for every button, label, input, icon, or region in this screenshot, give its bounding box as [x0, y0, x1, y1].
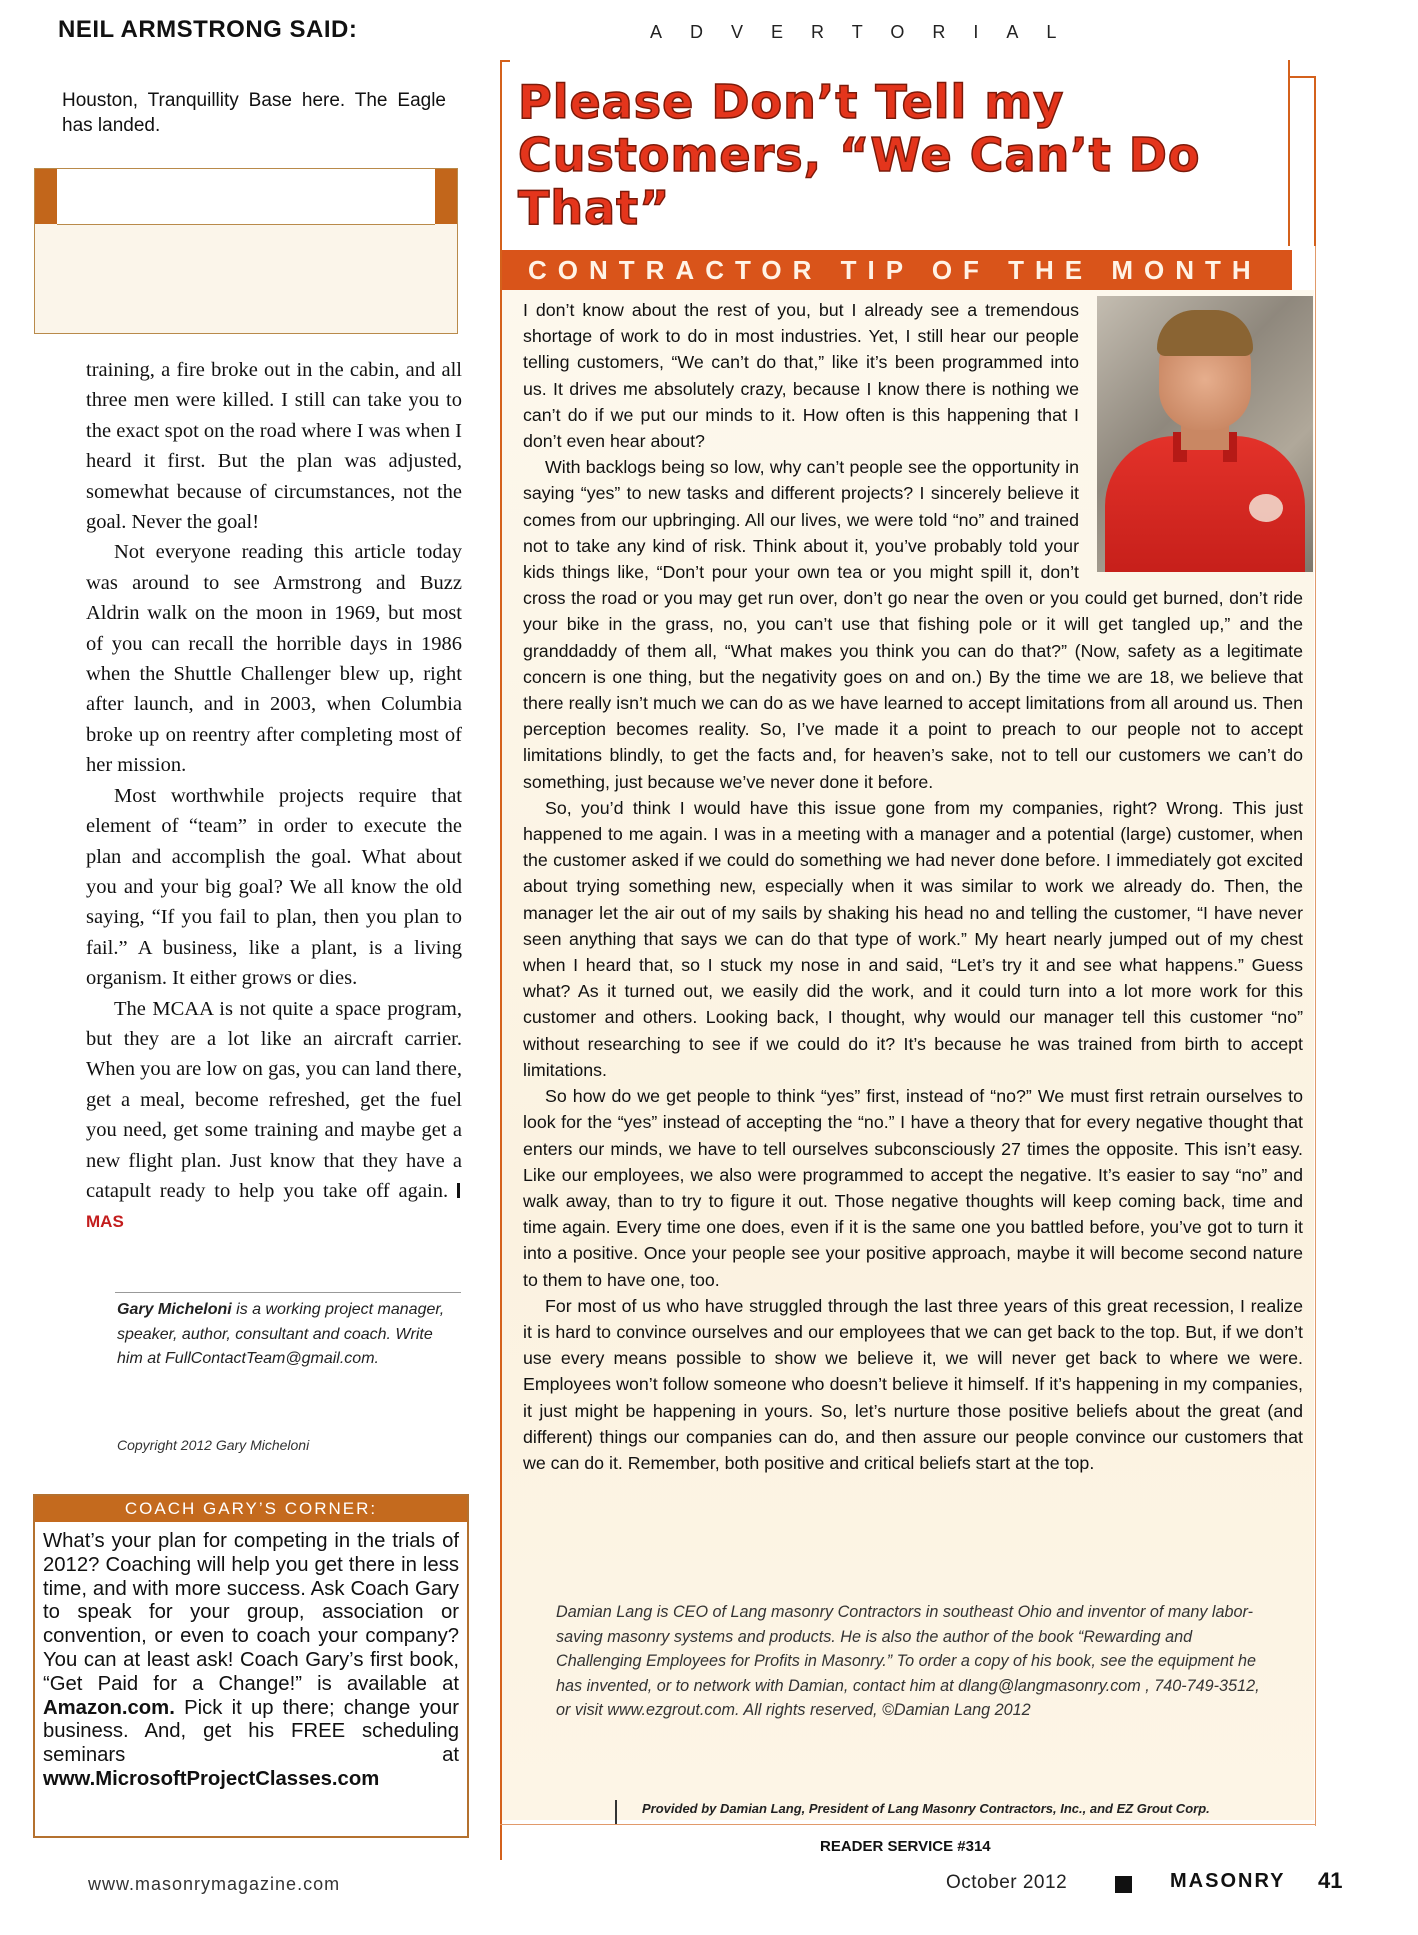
reader-service: READER SERVICE #314 — [820, 1838, 991, 1855]
footer-url[interactable]: www.masonrymagazine.com — [88, 1874, 341, 1894]
quote-accent-left — [35, 169, 57, 224]
coach-gary-box — [33, 1494, 469, 1838]
tip-label: CONTRACTOR TIP OF THE MONTH — [528, 255, 1262, 285]
coach-title: COACH GARY’S CORNER: — [124, 1499, 378, 1518]
article-paragraph: With backlogs being so low, why can’t people see the opportunity in saying “yes” to new tasks and different projects? I sincerely believe it comes from our upbringing. All our lives, we were told “no” and trained not to take any kind of risk. Think about it, you’ve probably told your kids things like, “Don’t pour your own tea or you might spill it, don’t cross the road or you may get run over, don’t go near the oven or you could get burned, don’t ride your bike in the grass, no, you can’t use that fishing pole or it will get tangled up,” and the granddaddy of them all, “What makes you think you can do that?” (Now, safety as a legitimate concern is one thing, but the negativity goes on and on.) By the time we are 18, we believe that there really isn’t much we can do as we have learned to accept limitations from all around us. Then perception becomes reality. So, I’ve made it a point to preach to our people not to accept limitations blindly, to get the facts and, for heaven’s sake, not to tell our customers we can’t do something, just because we’ve never done it before. — [523, 457, 1303, 792]
article-paragraph: For most of us who have struggled through the last three years of this great recession, I realize it is hard to convince ourselves and our employees that we can get back to the top. But, if we don’t use every means possible to show we believe it, we will never get back to where we were. Employees won’t follow someone who doesn’t believe it himself. If it’s happening in my companies, it just might be happening in yours. So, let’s nurture those positive beliefs about the great (and different) things our companies can do, and then assure our people convince our customers that we can do it. Remember, both positive and critical beliefs start at the top. — [523, 1295, 1303, 1473]
quote-title-band — [57, 169, 435, 225]
article-body — [523, 297, 1303, 1476]
author-bio — [117, 1298, 457, 1372]
author-bio-text: is a working project manager, speaker, author, consultant and coach. Write him at FullContactTeam@gmail.com. — [117, 1301, 445, 1367]
byline-divider — [115, 1292, 461, 1293]
frame-line — [1288, 60, 1290, 246]
sidebar-quote-box — [34, 168, 458, 334]
copyright-note: Copyright 2012 Gary Micheloni — [117, 1437, 310, 1453]
section-label: ADVERTORIAL — [650, 22, 1085, 42]
frame-line — [1314, 76, 1316, 246]
photo-spacer — [1085, 297, 1303, 569]
left-paragraph: Most worthwhile projects require that element of “team” in order to execute the plan and accomplish the goal. What about you and your big goal? We all know the old saying, “If you fail to plan, then you plan to fail.” A business, like a plant, is a living organism. It either grows or dies. — [86, 784, 462, 990]
footer-square-icon — [1115, 1876, 1132, 1893]
footer-date: October 2012 — [946, 1872, 1068, 1893]
provided-by: Provided by Damian Lang, President of Lang Masonry Contractors, Inc., and EZ Grout Corp. — [642, 1801, 1210, 1816]
left-column-text — [86, 355, 462, 1238]
footer-magazine-name: MASONRY — [1170, 1870, 1286, 1892]
frame-line — [500, 60, 510, 62]
amazon-link[interactable]: Amazon.com. — [43, 1696, 175, 1719]
article-headline: Please Don’t Tell my Customers, “We Can’t Do That” — [518, 75, 1201, 235]
quote-title: NEIL ARMSTRONG SAID: — [58, 16, 358, 43]
left-paragraph-last — [86, 994, 462, 1238]
frame-line — [1315, 246, 1316, 1826]
left-paragraph-text: The MCAA is not quite a space program, but they are a lot like an aircraft carrier. When you are low on gas, you can land there, get a meal, become refreshed, get the fuel you need, get some training and maybe get a new flight plan. Just know that they have a catapult ready to help you take off again. — [86, 997, 462, 1202]
end-mark-bar — [457, 1183, 460, 1198]
left-paragraph: Not everyone reading this article today was around to see Armstrong and Buzz Aldrin walk on the moon in 1969, but most of you can recall the horrible days in 1986 when the Shuttle Challenger blew up, right after launch, and in 2003, when Columbia broke up on reentry after completing most of her mission. — [86, 541, 462, 777]
coach-text-part-1: What’s your plan for competing in the trials of 2012? Coaching will help you get there in less time, and with more success. Ask Coach Gary to speak for your group, association or convention, or even to coach your company? You can at least ask! Coach Gary’s first book, “Get Paid for a Change!” is available at — [43, 1530, 459, 1695]
seminar-url-link[interactable]: www.MicrosoftProjectClasses.com — [43, 1767, 380, 1790]
article-paragraph: So how do we get people to think “yes” first, instead of “no?” We must first retrain ourselves to look for the “yes” instead of accepting the “no.” I have a theory that for every negative thought that enters our minds, we have to tell ourselves subconsciously 27 times the opposite. This isn’t easy. Like our employees, we also were programmed to accept the negative. It’s easier to say “no” and walk away, than to try to figure it out. Those negative thoughts will keep coming back, time and time again. Every time one does, even if it is the same one you battled before, you’ve got to turn it into a positive. Once your people see your positive approach, maybe it will become second nature to them to have one, too. — [523, 1086, 1303, 1290]
page-number: 41 — [1318, 1868, 1343, 1893]
end-mark-mas: MAS — [86, 1212, 124, 1232]
article-paragraph: So, you’d think I would have this issue gone from my companies, right? Wrong. This just happened to me again. I was in a meeting with a manager and a potential (large) customer, when the customer asked if we could do something we had never done before. I immediately got excited about trying something new, especially when it was similar to work we already do. Then, the manager let the air out of my sails by shaking his head no and telling the customer, “I have never seen anything that says we can do that type of work.” My heart nearly jumped out of my chest when I heard that, so I stuck my nose in and said, “Let’s try it and see what happens.” Guess what? As it turned out, we easily did the work, and it could turn into a lot more work for this customer and others. Looking back, I thought, why would our manager tell this customer “no” without researching to see if we could do it? It’s because he was trained from birth to accept limitations. — [523, 797, 1303, 1080]
coach-text — [43, 1530, 459, 1792]
frame-line — [1288, 76, 1316, 78]
coach-text-part-2: Pick it up there; change your business. And, get his FREE scheduling seminars at — [43, 1696, 459, 1767]
frame-line — [500, 1824, 1316, 1825]
article-author-bio: Damian Lang is CEO of Lang masonry Contractors in southeast Ohio and inventor of many labor-saving masonry systems and products. He is also the author of the book “Rewarding and Challenging Employees for Profits in Masonry.” To order a copy of his book, see the equipment he has invented, or to network with Damian, contact him at dlang@langmasonry.com , 740-749-3512, or visit www.ezgrout.com. All rights reserved, ©Damian Lang 2012 — [556, 1603, 1260, 1719]
quote-accent-right — [435, 169, 457, 224]
author-name: Gary Micheloni — [117, 1301, 232, 1318]
provided-divider — [615, 1800, 617, 1824]
quote-text: Houston, Tranquillity Base here. The Eagle has landed. — [62, 90, 446, 136]
article-paragraph: I don’t know about the rest of you, but I already see a tremendous shortage of work to do in most industries. Yet, I still hear our people telling customers, “We can’t do that,” like it’s been programmed into us. It drives me absolutely crazy, because I know there is nothing we can’t do if we put our minds to it. How often is this happening that I don’t even hear about? — [523, 300, 1079, 452]
left-paragraph: training, a fire broke out in the cabin, and all three men were killed. I still can take you to the exact spot on the road where I was when I heard it first. But the plan was adjusted, somewhat because of circumstances, not the goal. Never the goal! — [86, 359, 462, 534]
